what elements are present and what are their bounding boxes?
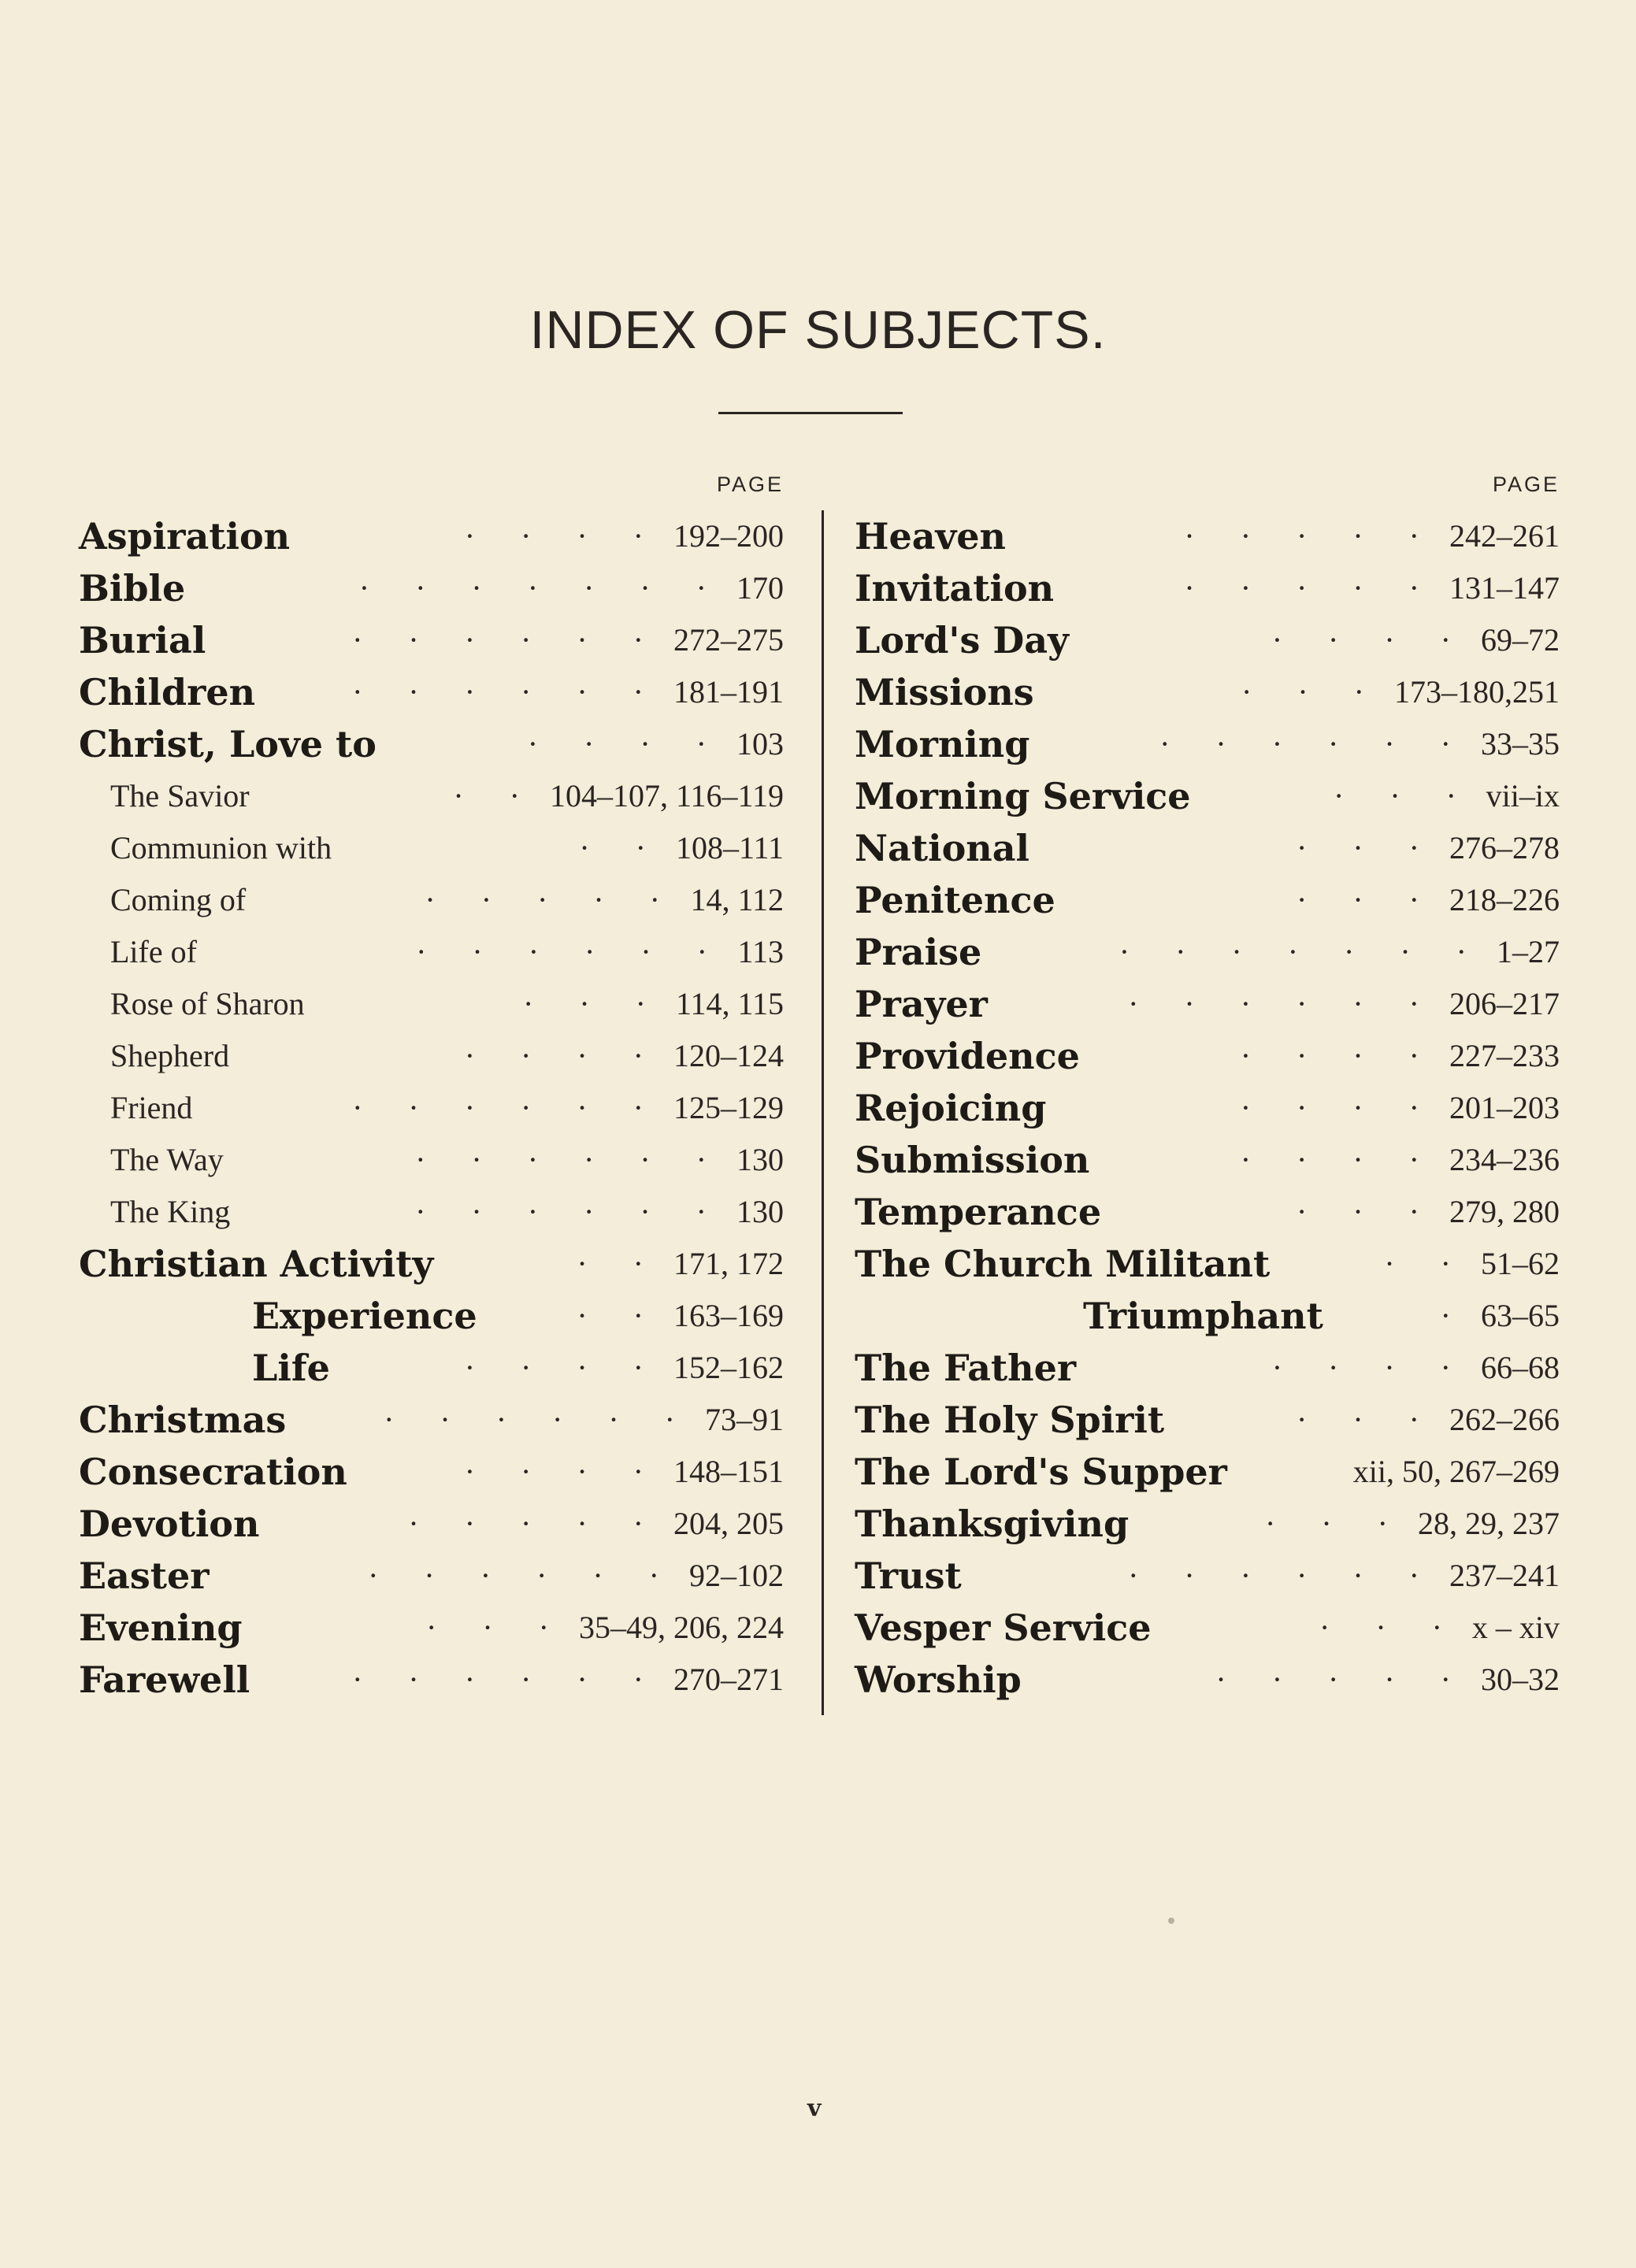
entry-pages: 30–32 <box>1481 1662 1560 1697</box>
index-entry <box>855 666 1560 718</box>
entry-pages: 113 <box>737 934 784 969</box>
entry-pages: 163–169 <box>673 1298 784 1333</box>
index-entry <box>79 1498 784 1550</box>
leader-dots: · · · · · · <box>352 1662 662 1697</box>
leader-dots: · · · · <box>1240 1038 1438 1073</box>
entry-subject: Bible <box>79 567 186 610</box>
entry-pages: 33–35 <box>1481 726 1560 762</box>
index-entry <box>79 1342 784 1394</box>
leader-dots: · · · · · · · <box>358 570 725 606</box>
entry-pages: 28, 29, 237 <box>1418 1506 1560 1541</box>
entry-pages: 262–266 <box>1449 1402 1560 1437</box>
entry-subject: Providence <box>855 1035 1080 1077</box>
index-entry <box>855 1446 1560 1498</box>
entry-subject: Thanksgiving <box>855 1503 1130 1545</box>
entry-pages: 272–275 <box>673 622 784 658</box>
leader-dots: · · · <box>1265 1506 1407 1541</box>
entry-subject: Submission <box>855 1139 1090 1181</box>
entry-pages: 73–91 <box>705 1402 784 1437</box>
entry-subject: The Way <box>110 1142 224 1177</box>
page-title: INDEX OF SUBJECTS. <box>529 300 1107 360</box>
index-entry <box>79 1082 784 1134</box>
entry-pages: 35–49, 206, 224 <box>579 1610 784 1645</box>
entry-subject: Coming of <box>110 882 247 917</box>
entry-subject: The Church Militant <box>855 1243 1271 1285</box>
entry-subject: Penitence <box>855 879 1055 921</box>
entry-subject: Friend <box>110 1090 193 1125</box>
entry-pages: 131–147 <box>1449 570 1560 606</box>
entry-pages: 125–129 <box>673 1090 784 1125</box>
entry-pages: 120–124 <box>673 1038 784 1073</box>
leader-dots: · · · · · · <box>415 1194 725 1229</box>
index-entry <box>855 874 1560 926</box>
entry-pages: 114, 115 <box>675 986 784 1021</box>
entry-pages: 270–271 <box>673 1662 784 1697</box>
entry-pages: 92–102 <box>689 1558 784 1593</box>
index-entry <box>855 822 1560 874</box>
entry-pages: 276–278 <box>1449 830 1560 865</box>
entry-subject: Easter <box>79 1555 210 1597</box>
leader-dots: · · · <box>1334 778 1475 813</box>
leader-dots: · · <box>577 1246 662 1281</box>
entry-pages: 173–180,251 <box>1394 674 1560 710</box>
leader-dots: · · <box>579 830 665 865</box>
entry-pages: 104–107, 116–119 <box>549 778 784 813</box>
entry-subject: Consecration <box>79 1451 347 1493</box>
leader-dots: · · · · · <box>408 1506 662 1541</box>
leader-dots: · · · <box>426 1610 568 1645</box>
entry-subject: Invitation <box>855 567 1055 610</box>
index-entry <box>79 1186 784 1238</box>
entry-subject: Life of <box>110 934 197 969</box>
entry-subject: The Savior <box>110 778 250 813</box>
entry-pages: 148–151 <box>673 1454 784 1489</box>
entry-subject: Vesper Service <box>855 1606 1152 1649</box>
entry-pages: xii, 50, 267–269 <box>1352 1454 1560 1489</box>
entry-pages: 69–72 <box>1481 622 1560 658</box>
leader-dots: · · · · · · <box>1128 986 1438 1021</box>
entry-pages: 66–68 <box>1481 1350 1560 1385</box>
entry-subject: Missions <box>855 671 1034 713</box>
entry-subject: Prayer <box>855 983 988 1025</box>
entry-subject: Experience <box>252 1295 477 1337</box>
index-entry <box>855 1654 1560 1706</box>
entry-pages: 170 <box>736 570 784 606</box>
paper-speck <box>1168 1918 1174 1924</box>
entry-pages: 279, 280 <box>1449 1194 1560 1229</box>
entry-pages: 51–62 <box>1481 1246 1560 1281</box>
entry-pages: 103 <box>736 726 784 762</box>
right-page-header: PAGE <box>1492 472 1560 496</box>
index-entry <box>79 510 784 562</box>
entry-pages: 234–236 <box>1449 1142 1560 1177</box>
index-entry <box>855 510 1560 562</box>
index-entry <box>855 1394 1560 1446</box>
entry-subject: Christmas <box>79 1399 287 1441</box>
index-entry <box>79 1654 784 1706</box>
index-entry <box>79 1394 784 1446</box>
entry-pages: 218–226 <box>1449 882 1560 917</box>
leader-dots: · · · <box>523 986 665 1021</box>
index-entry <box>855 926 1560 978</box>
right-entries <box>855 510 1560 1706</box>
leader-dots: · · · <box>1241 674 1383 710</box>
entry-subject: Lord's Day <box>855 619 1069 662</box>
entry-subject: Farewell <box>79 1658 250 1701</box>
index-entry <box>855 770 1560 822</box>
index-entry <box>855 1550 1560 1602</box>
entry-subject: Trust <box>855 1555 962 1597</box>
leader-dots: · · · <box>1297 882 1438 917</box>
leader-dots: · · <box>1384 1246 1470 1281</box>
leader-dots: · · · · <box>527 726 725 762</box>
index-entry <box>855 1186 1560 1238</box>
index-entry <box>79 1602 784 1654</box>
leader-dots: · · · · · · <box>352 1090 662 1125</box>
entry-subject: The Father <box>855 1347 1077 1389</box>
index-entry <box>855 1602 1560 1654</box>
entry-subject: Worship <box>855 1658 1022 1701</box>
index-entry <box>79 770 784 822</box>
leader-dots: · <box>1440 1298 1470 1333</box>
index-entry <box>79 614 784 666</box>
leader-dots: · · · <box>1297 1194 1438 1229</box>
entry-subject: The Lord's Supper <box>855 1451 1227 1493</box>
leader-dots: · · · <box>1297 830 1438 865</box>
leader-dots: · · · · · · <box>1128 1558 1438 1593</box>
index-entry <box>79 666 784 718</box>
index-entry <box>79 822 784 874</box>
entry-subject: Morning Service <box>855 775 1191 817</box>
entry-pages: 1–27 <box>1497 934 1560 969</box>
leader-dots: · · · · <box>464 1350 662 1385</box>
index-entry <box>855 1030 1560 1082</box>
title-rule <box>718 412 903 414</box>
leader-dots: · · · · <box>464 518 662 554</box>
index-entry <box>79 562 784 614</box>
index-entry <box>79 1446 784 1498</box>
entry-pages: 130 <box>736 1142 784 1177</box>
entry-subject: National <box>855 827 1029 869</box>
leader-dots: · · · <box>1319 1610 1461 1645</box>
leader-dots: · · · · · · <box>384 1402 694 1437</box>
entry-pages: 181–191 <box>673 674 784 710</box>
entry-subject: Praise <box>855 931 982 973</box>
entry-pages: 63–65 <box>1481 1298 1560 1333</box>
left-index-column <box>79 472 784 1706</box>
entry-subject: The King <box>110 1194 231 1229</box>
leader-dots: · · <box>577 1298 662 1333</box>
leader-dots: · · · · · · <box>1159 726 1470 762</box>
entry-pages: 171, 172 <box>673 1246 784 1281</box>
leader-dots: · · · · · <box>1184 570 1438 606</box>
entry-pages: x – xiv <box>1471 1610 1560 1645</box>
entry-subject: Triumphant <box>1083 1295 1323 1337</box>
column-divider <box>822 510 824 1715</box>
entry-pages: 201–203 <box>1449 1090 1560 1125</box>
entry-subject: Christ, Love to <box>79 723 377 765</box>
entry-pages: 227–233 <box>1449 1038 1560 1073</box>
leader-dots: · · · · · <box>1215 1662 1470 1697</box>
entry-pages: 206–217 <box>1449 986 1560 1021</box>
entry-subject: Heaven <box>855 515 1006 558</box>
left-entries <box>79 510 784 1706</box>
index-entry <box>79 1550 784 1602</box>
leader-dots: · · <box>453 778 539 813</box>
index-entry <box>79 1238 784 1290</box>
entry-subject: Burial <box>79 619 206 662</box>
leader-dots: · · · · · · <box>352 622 662 658</box>
leader-dots: · · · · <box>464 1038 662 1073</box>
entry-pages: 152–162 <box>673 1350 784 1385</box>
entry-subject: Christian Activity <box>79 1243 434 1285</box>
index-entry <box>79 1290 784 1342</box>
leader-dots: · · · · · · · <box>1118 934 1486 969</box>
leader-dots: · · · <box>1297 1402 1438 1437</box>
entry-pages: 130 <box>736 1194 784 1229</box>
entry-subject: Temperance <box>855 1191 1102 1233</box>
leader-dots: · · · · · · <box>416 934 726 969</box>
index-entry <box>855 1498 1560 1550</box>
entry-subject: Communion with <box>110 830 332 865</box>
index-entry <box>79 926 784 978</box>
leader-dots: · · · · · · <box>415 1142 725 1177</box>
leader-dots: · · · · <box>1271 622 1470 658</box>
leader-dots: · · · · <box>1240 1090 1438 1125</box>
index-entry <box>855 1290 1560 1342</box>
index-entry <box>855 1238 1560 1290</box>
leader-dots: · · · · <box>464 1454 662 1489</box>
entry-subject: Life <box>252 1347 330 1389</box>
entry-subject: Rose of Sharon <box>110 986 305 1021</box>
index-entry <box>79 978 784 1030</box>
entry-pages: 237–241 <box>1449 1558 1560 1593</box>
leader-dots: · · · · · · <box>352 674 662 710</box>
page-folio: v <box>807 2095 822 2122</box>
leader-dots: · · · · · · <box>368 1558 678 1593</box>
index-entry <box>855 1134 1560 1186</box>
entry-subject: Evening <box>79 1606 243 1649</box>
entry-pages: 14, 112 <box>690 882 784 917</box>
index-entry <box>855 614 1560 666</box>
right-index-column <box>855 472 1560 1706</box>
index-entry <box>79 1134 784 1186</box>
entry-pages: 242–261 <box>1449 518 1560 554</box>
leader-dots: · · · · · <box>425 882 679 917</box>
leader-dots: · · · · · <box>1184 518 1438 554</box>
left-page-header: PAGE <box>716 472 784 496</box>
entry-subject: The Holy Spirit <box>855 1399 1165 1441</box>
index-entry <box>855 718 1560 770</box>
index-entry <box>855 1082 1560 1134</box>
entry-subject: Morning <box>855 723 1030 765</box>
index-entry <box>79 874 784 926</box>
entry-subject: Children <box>79 671 256 713</box>
index-entry <box>855 978 1560 1030</box>
entry-subject: Aspiration <box>79 515 291 558</box>
entry-pages: 192–200 <box>673 518 784 554</box>
index-entry <box>855 1342 1560 1394</box>
entry-pages: 204, 205 <box>673 1506 784 1541</box>
leader-dots: · · · · <box>1271 1350 1470 1385</box>
leader-dots: · · · · <box>1240 1142 1438 1177</box>
index-entry <box>79 1030 784 1082</box>
entry-pages: 108–111 <box>675 830 784 865</box>
entry-subject: Devotion <box>79 1503 260 1545</box>
entry-pages: vii–ix <box>1486 778 1560 813</box>
entry-subject: Rejoicing <box>855 1087 1047 1129</box>
entry-subject: Shepherd <box>110 1038 230 1073</box>
index-entry <box>79 718 784 770</box>
index-entry <box>855 562 1560 614</box>
